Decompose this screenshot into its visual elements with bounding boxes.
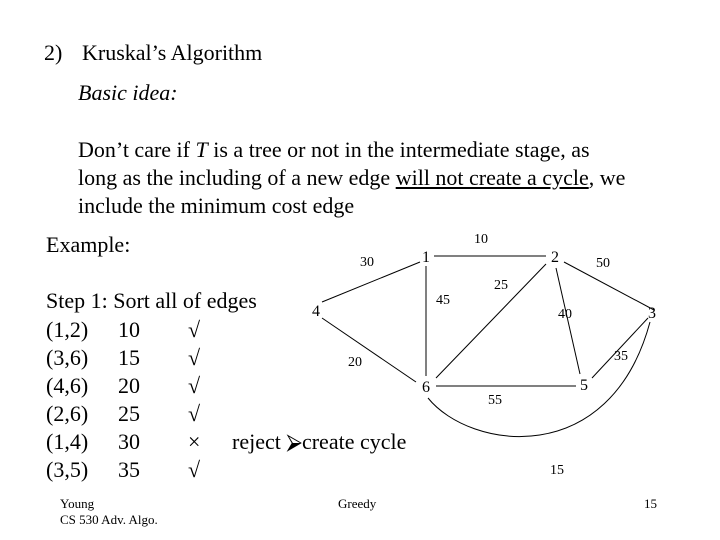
graph-node-4: 4 — [312, 303, 320, 320]
accept-check-icon: √ — [188, 401, 201, 426]
edge-weight-label: 45 — [436, 293, 450, 308]
edge-4-6 — [322, 318, 416, 382]
edge-pair: (3,5) — [46, 457, 89, 482]
footer-author — [60, 496, 158, 528]
graph-node-6: 6 — [422, 379, 430, 396]
footer-author-name: Young — [60, 496, 95, 511]
edge-pair: (3,6) — [46, 345, 89, 370]
paragraph-line-3: include the minimum cost edge — [78, 193, 355, 218]
graph-node-3: 3 — [648, 305, 656, 322]
footer-topic: Greedy — [338, 496, 377, 511]
paragraph-text: Don’t care if — [78, 137, 196, 162]
edge-weight-label: 15 — [550, 463, 564, 478]
edge-weight-label: 20 — [348, 355, 362, 370]
paragraph-text: , we — [588, 165, 626, 190]
edge-6-3 — [428, 322, 650, 437]
edge-pair: (1,2) — [46, 317, 89, 342]
edge-2-6 — [436, 264, 546, 378]
paragraph-text: long as the including of a new edge — [78, 165, 396, 190]
edge-weight-label: 40 — [558, 307, 572, 322]
slide-title: Kruskal’s Algorithm — [82, 40, 263, 65]
edge-weight-label: 25 — [494, 278, 508, 293]
edge-weight: 30 — [118, 429, 140, 454]
page-number: 15 — [644, 496, 657, 511]
edge-weight-label: 50 — [596, 256, 610, 271]
edge-weight-label: 35 — [614, 349, 628, 364]
footer-course: CS 530 Adv. Algo. — [60, 512, 158, 527]
accept-check-icon: √ — [188, 373, 201, 398]
accept-check-icon: √ — [188, 457, 201, 482]
edge-weight-label: 10 — [474, 232, 488, 247]
graph-node-1: 1 — [422, 249, 430, 266]
edge-weight-label: 30 — [360, 255, 374, 270]
section-number: 2) — [44, 40, 63, 65]
edge-weight: 25 — [118, 401, 140, 426]
example-label: Example: — [46, 232, 131, 257]
basic-idea-heading: Basic idea: — [78, 80, 178, 105]
tree-symbol: T — [195, 137, 208, 162]
edge-weight: 20 — [118, 373, 140, 398]
edge-weight: 10 — [118, 317, 140, 342]
accept-check-icon: √ — [188, 317, 201, 342]
edge-pair: (4,6) — [46, 373, 89, 398]
edge-3-5 — [592, 318, 648, 378]
underlined-phrase: will not create a cycle — [395, 165, 589, 190]
graph-node-5: 5 — [580, 377, 588, 394]
edge-pair: (2,6) — [46, 401, 89, 426]
edge-weight: 15 — [118, 345, 140, 370]
edge-weight-label: 55 — [488, 393, 502, 408]
reject-note: reject ⮚create cycle — [232, 429, 407, 454]
edge-weight: 35 — [118, 457, 140, 482]
reject-cross-icon: × — [188, 429, 201, 454]
accept-check-icon: √ — [188, 345, 201, 370]
graph-node-2: 2 — [551, 249, 559, 266]
paragraph-text: is a tree or not in the intermediate stage, as — [207, 137, 590, 162]
edge-pair: (1,4) — [46, 429, 89, 454]
step-1-label: Step 1: Sort all of edges — [46, 288, 257, 313]
